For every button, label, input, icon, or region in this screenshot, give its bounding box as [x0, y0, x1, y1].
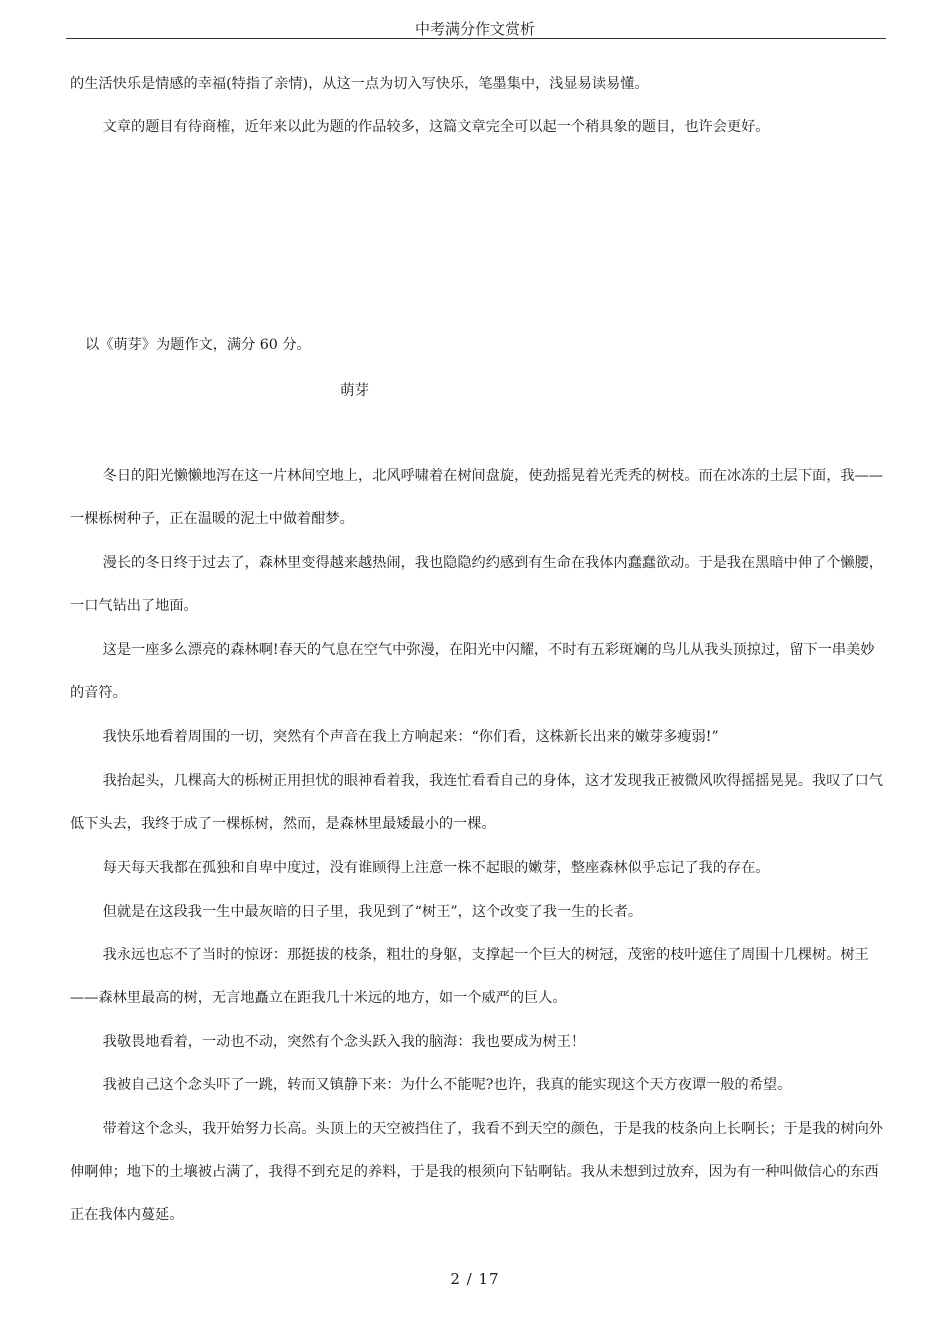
page-number: 2 / 17	[450, 1270, 500, 1288]
essay-paragraph-1: 冬日的阳光懒懒地泻在这一片林间空地上，北风呼啸着在树间盘旋，使劲摇晃着光秃秃的树枝。而在冰冻的土层下面，我——一棵栎树种子，正在温暖的泥土中做着酣梦。	[70, 468, 883, 527]
essay-paragraph-8: 我永远也忘不了当时的惊讶：那挺拔的枝条，粗壮的身躯，支撑起一个巨大的树冠，茂密的枝叶遮住了周围十几棵树。树王——森林里最高的树，无言地矗立在距我几十米远的地方，如一个威严的巨人。	[70, 947, 869, 1006]
writing-prompt: 以《萌芽》为题作文，满分 60 分。	[85, 337, 311, 353]
page-header-title: 中考满分作文赏析	[414, 20, 535, 38]
essay-paragraph-7: 但就是在这段我一生中最灰暗的日子里，我见到了“树王”，这个改变了我一生的长者。	[102, 904, 643, 920]
essay-title: 萌芽	[340, 383, 369, 399]
essay-paragraph-3: 这是一座多么漂亮的森林啊!春天的气息在空气中弥漫，在阳光中闪耀，不时有五彩斑斓的鸟儿从我头顶掠过，留下一串美妙的音符。	[70, 642, 875, 701]
commentary-paragraph-2: 文章的题目有待商榷，近年来以此为题的作品较多，这篇文章完全可以起一个稍具象的题目，也许会更好。	[102, 119, 770, 135]
essay-paragraph-6: 每天每天我都在孤独和自卑中度过，没有谁顾得上注意一株不起眼的嫩芽，整座森林似乎忘记了我的存在。	[102, 860, 770, 876]
essay-paragraph-2: 漫长的冬日终于过去了，森林里变得越来越热闹，我也隐隐约约感到有生命在我体内蠢蠢欲动。于是我在黑暗中伸了个懒腰，一口气钻出了地面。	[70, 555, 883, 614]
essay-paragraph-11: 带着这个念头，我开始努力长高。头顶上的天空被挡住了，我看不到天空的颜色，于是我的枝条向上长啊长；于是我的树向外伸啊伸；地下的土壤被占满了，我得不到充足的养料，于是我的根须向下钻啊钻。我从未想到过放弃，因为有一种叫做信心的东西正在我体内蔓延。	[70, 1121, 883, 1223]
essay-paragraph-5: 我抬起头，几棵高大的栎树正用担忧的眼神看着我，我连忙看看自己的身体，这才发现我正被微风吹得摇摇晃晃。我叹了口气低下头去，我终于成了一棵栎树，然而，是森林里最矮最小的一棵。	[70, 773, 883, 832]
essay-paragraph-9: 我敬畏地看着，一动也不动，突然有个念头跃入我的脑海：我也要成为树王！	[102, 1034, 586, 1050]
commentary-paragraph-1: 的生活快乐是情感的幸福(特指了亲情)，从这一点为切入写快乐，笔墨集中，浅显易读易懂。	[70, 76, 649, 92]
essay-paragraph-10: 我被自己这个念头吓了一跳，转而又镇静下来：为什么不能呢?也许，我真的能实现这个天方夜谭一般的希望。	[102, 1077, 792, 1093]
essay-paragraph-4: 我快乐地看着周围的一切，突然有个声音在我上方响起来：“你们看，这株新长出来的嫩芽多瘦弱!”	[102, 729, 719, 745]
header-divider	[66, 38, 886, 39]
